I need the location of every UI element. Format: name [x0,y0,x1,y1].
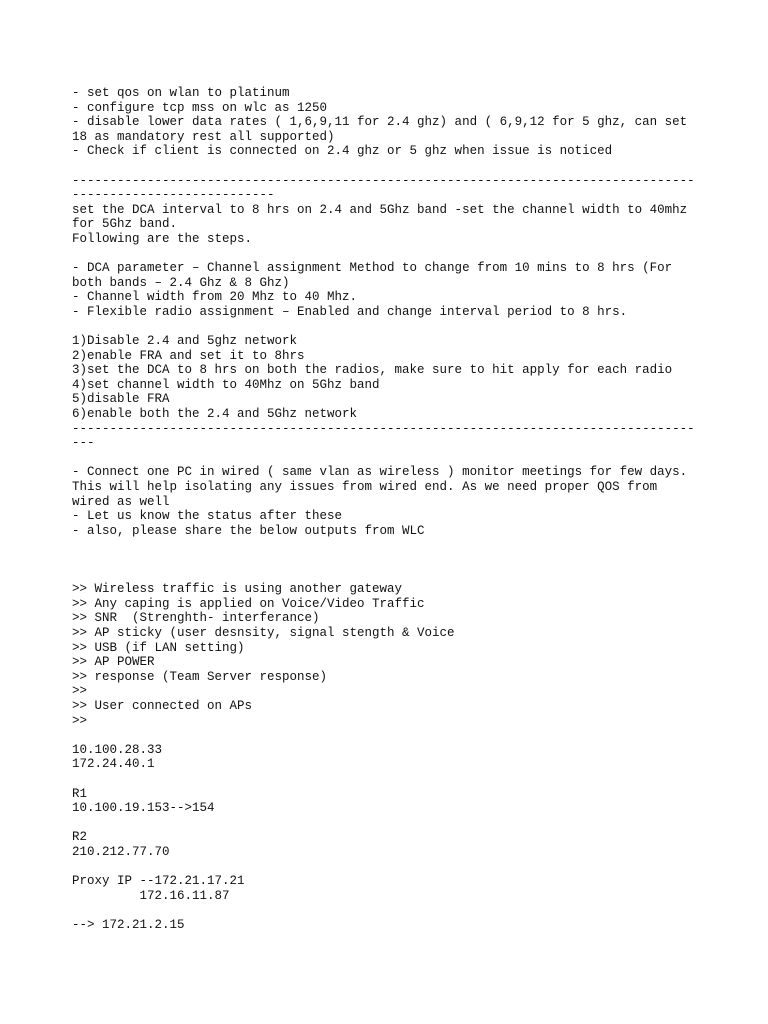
document-line: >> Wireless traffic is using another gateway [72,582,403,597]
document-body [72,86,702,932]
document-line [72,538,702,553]
document-line: 10.100.19.153-->154 [72,801,215,816]
document-line: for 5Ghz band. [72,217,178,232]
document-line [72,816,702,831]
document-line: ----------------------------------------------------------------------------------- [72,421,695,436]
document-line: >> AP sticky (user desnsity, signal stength & Voice [72,625,455,640]
document-line [72,903,702,918]
document-line: >> USB (if LAN setting) [72,640,245,655]
document-line [72,859,702,874]
document-line: >> [72,713,88,728]
document-line: R2 [72,830,88,845]
document-line: 2)enable FRA and set it to 8hrs [72,348,305,363]
document-line: 10.100.28.33 [72,742,163,757]
document-line: 210.212.77.70 [72,844,170,859]
document-line: >> [72,684,88,699]
document-line: --> 172.21.2.15 [72,917,185,932]
document-line [72,568,702,583]
document-line: 172.24.40.1 [72,757,155,772]
document-line: - Flexible radio assignment – Enabled and change interval period to 8 hrs. [72,304,628,319]
document-line [72,728,702,743]
document-line: - set qos on wlan to platinum [72,86,290,100]
document-line: - Let us know the status after these [72,509,343,524]
document-line: wired as well [72,494,170,509]
document-line: This will help isolating any issues from wired end. As we need proper QOS from [72,480,658,495]
document-line: --------------------------- [72,188,275,203]
document-line: - Connect one PC in wired ( same vlan as wireless ) monitor meetings for few days. [72,465,688,480]
document-line: 5)disable FRA [72,392,170,407]
document-line [72,772,702,787]
document-line: >> Any caping is applied on Voice/Video Traffic [72,596,425,611]
document-line: Proxy IP --172.21.17.21 [72,874,245,889]
document-line: 18 as mandatory rest all supported) [72,129,335,144]
document-line: --- [72,436,95,451]
document-line: R1 [72,786,88,801]
document-line: 3)set the DCA to 8 hrs on both the radios, make sure to hit apply for each radio [72,363,673,378]
document-line: - configure tcp mss on wlc as 1250 [72,100,328,115]
document-line: >> response (Team Server response) [72,669,328,684]
document-line [72,553,702,568]
document-line: ----------------------------------------------------------------------------------- [72,173,695,188]
document-line: - also, please share the below outputs from WLC [72,523,425,538]
document-line: - Check if client is connected on 2.4 ghz or 5 ghz when issue is noticed [72,144,613,159]
document-line: - disable lower data rates ( 1,6,9,11 for 2.4 ghz) and ( 6,9,12 for 5 ghz, can set [72,115,688,130]
document-line [72,247,702,262]
document-line: >> User connected on APs [72,698,253,713]
document-line: - Channel width from 20 Mhz to 40 Mhz. [72,290,358,305]
document-line [72,451,702,466]
document-line: >> AP POWER [72,655,155,670]
document-line: 6)enable both the 2.4 and 5Ghz network [72,407,358,422]
document-line [72,159,702,174]
document-line: set the DCA interval to 8 hrs on 2.4 and 5Ghz band -set the channel width to 40mhz [72,202,688,217]
document-line: >> SNR (Strenghth- interferance) [72,611,320,626]
document-line: 4)set channel width to 40Mhz on 5Ghz band [72,377,380,392]
document-line: Following are the steps. [72,231,253,246]
document-line: 172.16.11.87 [72,888,230,903]
document-line [72,320,702,335]
document-line: - DCA parameter – Channel assignment Method to change from 10 mins to 8 hrs (For [72,261,673,276]
document-line: 1)Disable 2.4 and 5ghz network [72,334,298,349]
document-line: both bands – 2.4 Ghz & 8 Ghz) [72,275,290,290]
